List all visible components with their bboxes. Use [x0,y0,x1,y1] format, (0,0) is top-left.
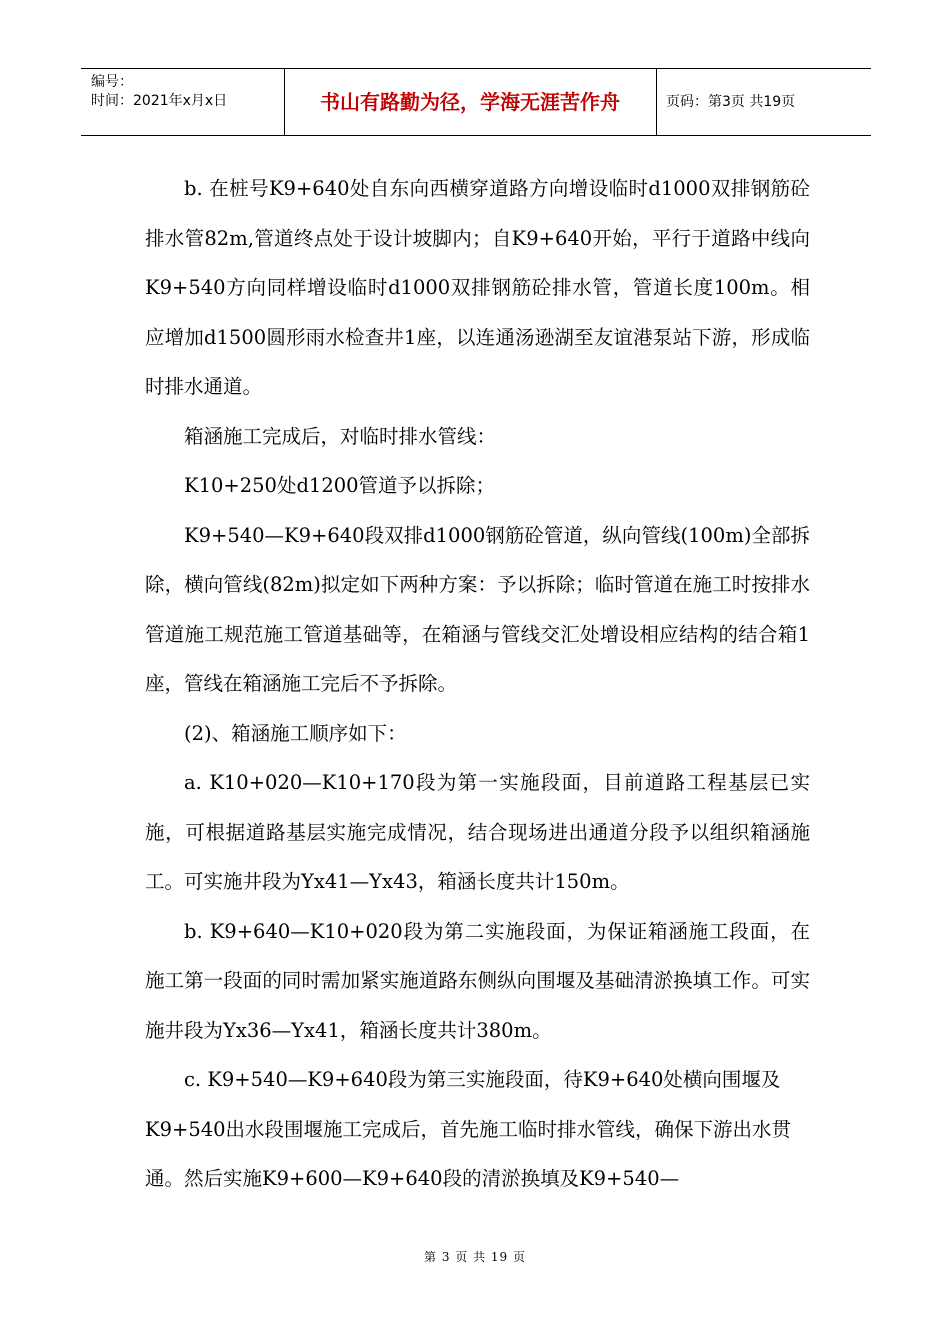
header-page-info: 页码：第3页 共19页 [666,94,796,110]
body-paragraph: (2)、箱涵施工顺序如下： [184,721,407,745]
document-body [145,164,810,1204]
header-motto: 书山有路勤为径，学海无涯苦作舟 [284,69,657,135]
body-paragraph: 箱涵施工完成后，对临时排水管线： [184,424,497,448]
page-footer: 第 3 页 共 19 页 [424,1250,526,1264]
header-meta-cell [81,69,285,135]
page-header [81,68,871,136]
body-paragraph: b. K9+640—K10+020段为第二实施段面，为保证箱涵施工段面，在施工第一段面的同时需加紧实施道路东侧纵向围堰及基础清淤换填工作。可实施井段为Yx36—Yx41，箱涵长度共计380m。 [145,919,810,1042]
body-paragraph: b. 在桩号K9+640处自东向西横穿道路方向增设临时d1000双排钢筋砼排水管82m,管道终点处于设计坡脚内；自K9+640开始，平行于道路中线向K9+540方向同样增设临时d1000双排钢筋砼排水管，管道长度100m。相应增加d1500圆形雨水检查井1座，以连通汤逊湖至友谊港泵站下游，形成临时排水通道。 [145,177,810,398]
document-number-label: 编号： [91,74,133,90]
body-paragraph: c. K9+540—K9+640段为第三实施段面，待K9+640处横向围堰及K9+540出水段围堰施工完成后，首先施工临时排水管线，确保下游出水贯通。然后实施K9+600—K9+640段的清淤换填及K9+540— [145,1068,792,1190]
body-paragraph: K10+250处d1200管道予以拆除； [184,474,496,497]
document-time-label: 时间：2021年x月x日 [91,93,228,109]
body-paragraph: K9+540—K9+640段双排d1000钢筋砼管道，纵向管线(100m)全部拆除，横向管线(82m)拟定如下两种方案：予以拆除；临时管道在施工时按排水管道施工规范施工管道基础等，在箱涵与管线交汇处增设相应结构的结合箱1座，管线在箱涵施工完后不予拆除。 [145,523,810,695]
body-paragraph: a. K10+020—K10+170段为第一实施段面，目前道路工程基层已实施，可根据道路基层实施完成情况，结合现场进出通道分段予以组织箱涵施工。可实施井段为Yx41—Yx43，箱涵长度共计150m。 [145,771,810,893]
